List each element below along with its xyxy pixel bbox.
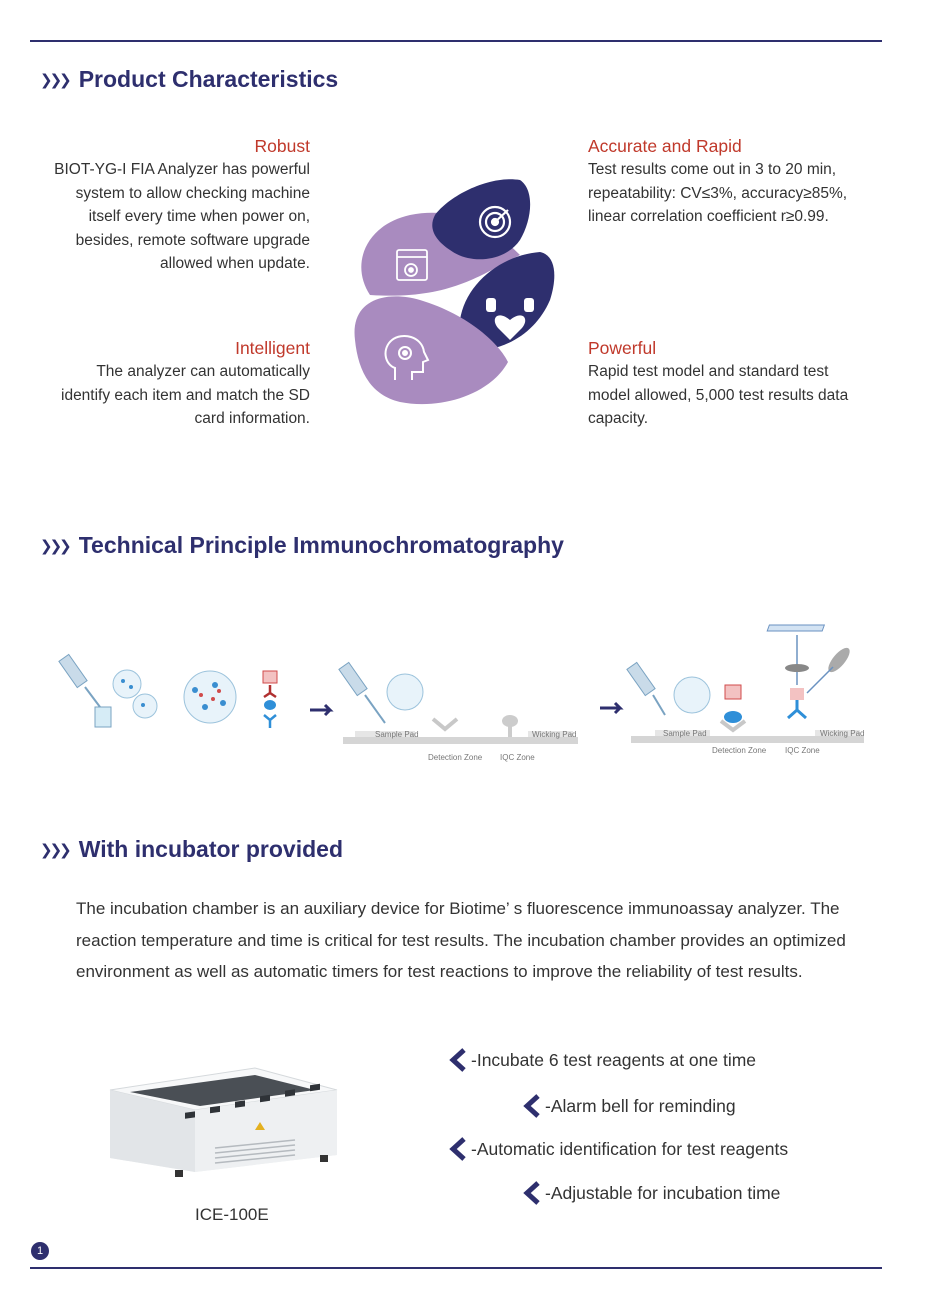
incubator-model-label: ICE-100E <box>195 1205 269 1224</box>
detector-plate <box>767 625 824 631</box>
incubator-feature-bullet <box>448 1047 756 1073</box>
chevrons-icon: ❯❯❯ <box>40 537 69 555</box>
section-title-text: Technical Principle Immunochromatography <box>78 532 564 558</box>
feature-text: BIOT-YG-I FIA Analyzer has powerful system to allow checking machine itself every time when power on, besides, remote software upgrade allowed when update. <box>54 161 310 272</box>
feature-title: Robust <box>254 136 310 156</box>
section-title-incubator <box>40 836 343 863</box>
pipette-icon <box>627 662 665 715</box>
antibody-legend <box>263 671 277 728</box>
section-title-principle <box>40 532 564 559</box>
chevron-left-icon <box>448 1136 468 1162</box>
arrow-icon <box>600 703 620 713</box>
feature-text: The analyzer can automatically identify each item and match the SD card information. <box>61 363 310 427</box>
feature-intelligent <box>50 336 310 431</box>
top-rule <box>30 40 882 42</box>
feature-text: Test results come out in 3 to 20 min, repeatability: CV≤3%, accuracy≥85%, linear correlation coefficient r≥0.99. <box>588 161 848 225</box>
section-title-text: With incubator provided <box>78 836 344 862</box>
bullet-text: -Adjustable for incubation time <box>545 1182 781 1203</box>
feature-robust <box>50 134 310 276</box>
pipette-icon <box>339 662 385 723</box>
page-number: 1 <box>31 1242 49 1260</box>
feature-title: Accurate and Rapid <box>588 136 742 156</box>
chevron-left-icon <box>522 1180 542 1206</box>
chevrons-icon: ❯❯❯ <box>40 71 69 89</box>
arrow-icon <box>310 705 330 715</box>
feature-accurate-rapid <box>588 134 878 229</box>
incubator-device-image <box>105 1060 340 1185</box>
pipette-icon <box>59 654 100 707</box>
label-wicking-pad: Wicking Pad <box>820 729 865 738</box>
label-iqc-zone: IQC Zone <box>500 753 535 762</box>
label-detection-zone: Detection Zone <box>428 753 483 762</box>
label-iqc-zone: IQC Zone <box>785 746 820 755</box>
feature-text: Rapid test model and standard test model allowed, 5,000 test results data capacity. <box>588 363 849 427</box>
label-sample-pad: Sample Pad <box>663 729 707 738</box>
label-sample-pad: Sample Pad <box>375 730 419 739</box>
sample-bubble <box>133 694 157 718</box>
chevron-left-icon <box>448 1047 468 1073</box>
tube-icon <box>95 707 111 727</box>
label-detection-zone: Detection Zone <box>712 746 767 755</box>
bullet-text: -Incubate 6 test reagents at one time <box>471 1049 757 1070</box>
section-title-characteristics <box>40 66 338 93</box>
characteristics-petal-graphic <box>340 170 570 410</box>
chevron-left-icon <box>522 1093 542 1119</box>
feature-powerful <box>588 336 868 431</box>
chevrons-icon: ❯❯❯ <box>40 841 69 859</box>
feature-title: Intelligent <box>235 338 310 358</box>
bullet-text: -Automatic identification for test reagents <box>471 1138 789 1159</box>
sample-bubble <box>387 674 423 710</box>
incubator-description: The incubation chamber is an auxiliary device for Biotime’ s fluorescence immunoassay analyzer. The reaction temperature and time is critical for test results. The incubation chamber provides an optimized environment as well as automatic timers for test reactions to improve the reliability of test results. <box>76 899 846 981</box>
incubator-feature-bullet <box>522 1180 780 1206</box>
section-title-text: Product Characteristics <box>78 66 339 92</box>
incubator-feature-bullet <box>448 1136 788 1162</box>
sample-bubble <box>674 677 710 713</box>
antibody-bubble <box>184 671 236 723</box>
label-wicking-pad: Wicking Pad <box>532 730 577 739</box>
feature-title: Powerful <box>588 338 657 358</box>
incubator-feature-bullet <box>522 1093 736 1119</box>
sample-bubble <box>113 670 141 698</box>
bullet-text: -Alarm bell for reminding <box>545 1095 736 1116</box>
bottom-rule <box>30 1267 882 1269</box>
